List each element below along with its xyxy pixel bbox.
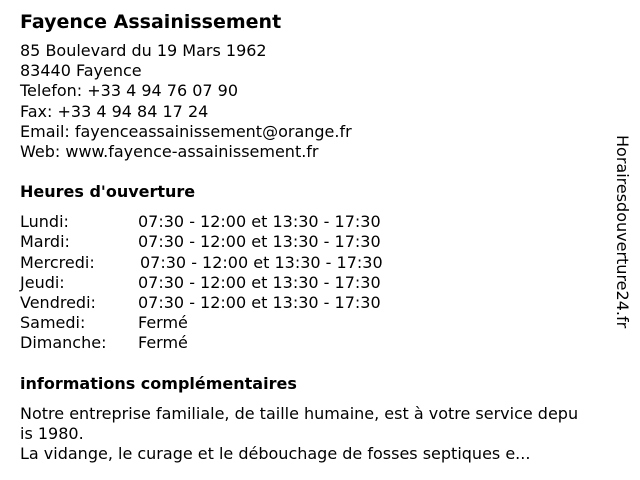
hours-day: Mardi: xyxy=(20,232,70,252)
hours-day: Samedi: xyxy=(20,313,86,333)
hours-row xyxy=(20,293,600,313)
hours-row xyxy=(20,313,600,333)
hours-time: 07:30 - 12:00 et 13:30 - 17:30 xyxy=(138,232,381,252)
hours-time: 07:30 - 12:00 et 13:30 - 17:30 xyxy=(138,212,381,232)
hours-row xyxy=(20,333,600,353)
info-paragraph-line: Notre entreprise familiale, de taille humaine, est à votre service depuis 1980. xyxy=(20,403,579,443)
hours-row xyxy=(20,212,600,232)
hours-time: 07:30 - 12:00 et 13:30 - 17:30 xyxy=(138,292,381,312)
company-name: Fayence Assainissement xyxy=(20,11,282,33)
hours-day: Jeudi: xyxy=(20,272,65,292)
hours-time: Fermé xyxy=(138,333,188,353)
hours-time: 07:30 - 12:00 et 13:30 - 17:30 xyxy=(140,252,383,272)
address-street: 85 Boulevard du 19 Mars 1962 xyxy=(20,41,267,60)
site-watermark: Horairesdouverture24.fr xyxy=(613,135,632,329)
additional-info-heading: informations complémentaires xyxy=(20,373,297,393)
hours-row xyxy=(20,273,600,293)
hours-day: Dimanche: xyxy=(20,333,107,353)
opening-hours-heading: Heures d'ouverture xyxy=(20,182,196,202)
contact-block xyxy=(20,41,600,162)
hours-day: Mercredi: xyxy=(20,252,95,272)
additional-info-text xyxy=(20,404,580,464)
website-address: Web: www.fayence-assainissement.fr xyxy=(20,142,319,162)
hours-row xyxy=(20,253,600,273)
hours-day: Vendredi: xyxy=(20,292,96,312)
address-city: 83440 Fayence xyxy=(20,61,142,81)
hours-time: Fermé xyxy=(138,313,188,333)
opening-hours-table xyxy=(20,212,600,353)
hours-time: 07:30 - 12:00 et 13:30 - 17:30 xyxy=(138,272,381,292)
email-address: Email: fayenceassainissement@orange.fr xyxy=(20,121,352,141)
info-paragraph-line: La vidange, le curage et le débouchage de fosses septiques e... xyxy=(20,443,531,463)
hours-day: Lundi: xyxy=(20,212,69,232)
phone-number: Telefon: +33 4 94 76 07 90 xyxy=(20,81,239,101)
business-card xyxy=(20,10,600,464)
fax-number: Fax: +33 4 94 84 17 24 xyxy=(20,101,209,121)
hours-row xyxy=(20,232,600,252)
